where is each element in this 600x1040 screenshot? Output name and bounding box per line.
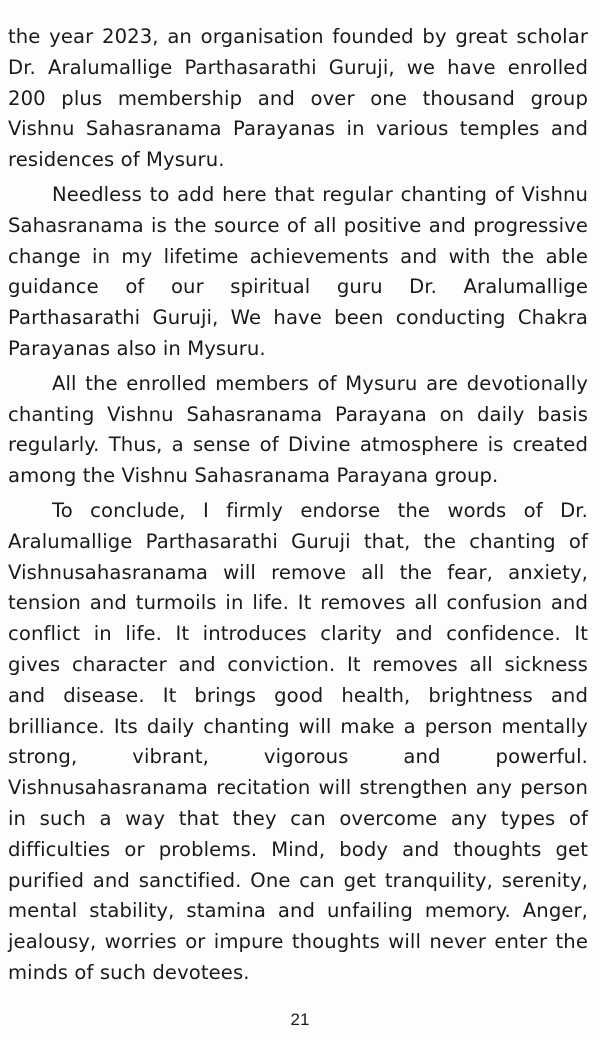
paragraph-chanting-benefits: Needless to add here that regular chanting of Vishnu Sahasranama is the source of all positive and progressive change in my lifetime achievements and with the able guidance of our spiritual guru Dr. Aralumallige Parthasarathi Guruji, We have been conducting Chakra Parayanas also in Mysuru. <box>8 182 588 360</box>
paragraph-continued: the year 2023, an organisation founded by great scholar Dr. Aralumallige Parthasarathi Guruji, we have enrolled 200 plus membership and over one thousand group Vishnu Sahasranama Parayanas in various temples and residences of Mysuru. <box>8 25 588 172</box>
page-number: 21 <box>290 1010 310 1029</box>
paragraph-conclusion: To conclude, I firmly endorse the words of Dr. Aralumallige Parthasarathi Guruji that, the chanting of Vishnusahasranama will remove all the fear, anxiety, tension and turmoils in life. It removes all confusion and conflict in life. It introduces clarity and confidence. It gives character and conviction. It removes all sickness and disease. It brings good health, brightness and brilliance. Its daily chanting will make a person mentally strong, vibrant, vigorous and powerful. Vishnusahasranama recitation will strengthen any person in such a way that they can overcome any types of difficulties or problems. Mind, body and thoughts get purified and sanctified. One can get tranquility, serenity, mental stability, stamina and unfailing memory. Anger, jealousy, worries or impure thoughts will never enter the minds of such devotees. <box>8 498 588 984</box>
paragraph-enrolled-members: All the enrolled members of Mysuru are devotionally chanting Vishnu Sahasranama Parayana on daily basis regularly. Thus, a sense of Divine atmosphere is created among the Vishnu Sahasranama Parayana group. <box>8 371 588 488</box>
body-text <box>8 22 588 993</box>
